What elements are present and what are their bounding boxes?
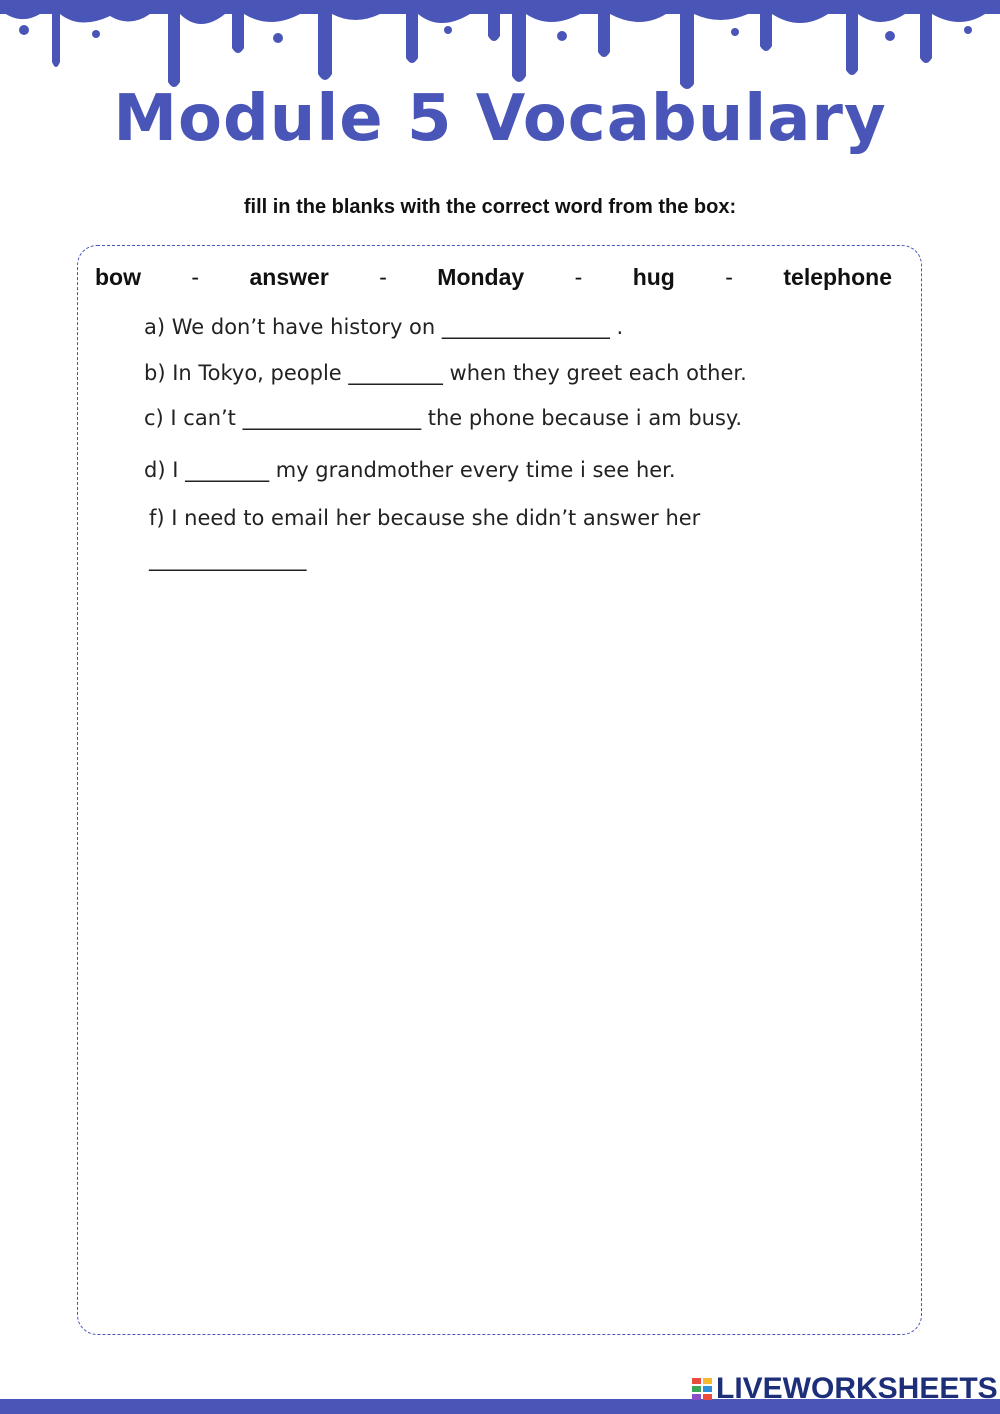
question-d: d) I ________ my grandmother every time i see her. — [144, 458, 676, 482]
instruction-text: fill in the blanks with the correct word from the box: — [243, 196, 737, 218]
question-f: f) I need to email her because she didn’t answer her — [149, 506, 701, 530]
word-bank-word: bow — [95, 264, 141, 290]
word-bank — [95, 264, 892, 291]
question-b: b) In Tokyo, people _________ when they greet each other. — [144, 361, 747, 385]
word-separator: - — [574, 264, 583, 290]
word-separator: - — [379, 264, 387, 290]
question-c: c) I can’t _________________ the phone because i am busy. — [144, 406, 743, 430]
question-a: a) We don’t have history on ________________ . — [144, 315, 624, 339]
word-bank-word: Monday — [437, 264, 525, 290]
word-separator: - — [725, 264, 733, 290]
question-f-blank[interactable]: _______________ — [149, 547, 307, 571]
page-title: Module 5 Vocabulary — [113, 82, 887, 156]
liveworksheets-logo — [692, 1374, 998, 1404]
paint-drip-decoration — [0, 0, 1000, 90]
word-bank-word: answer — [249, 264, 329, 290]
word-separator: - — [191, 264, 200, 290]
word-bank-word: telephone — [783, 264, 892, 290]
liveworksheets-logo-icon — [692, 1378, 712, 1400]
word-bank-word: hug — [632, 264, 675, 290]
liveworksheets-logo-text: LIVEWORKSHEETS — [716, 1372, 998, 1405]
